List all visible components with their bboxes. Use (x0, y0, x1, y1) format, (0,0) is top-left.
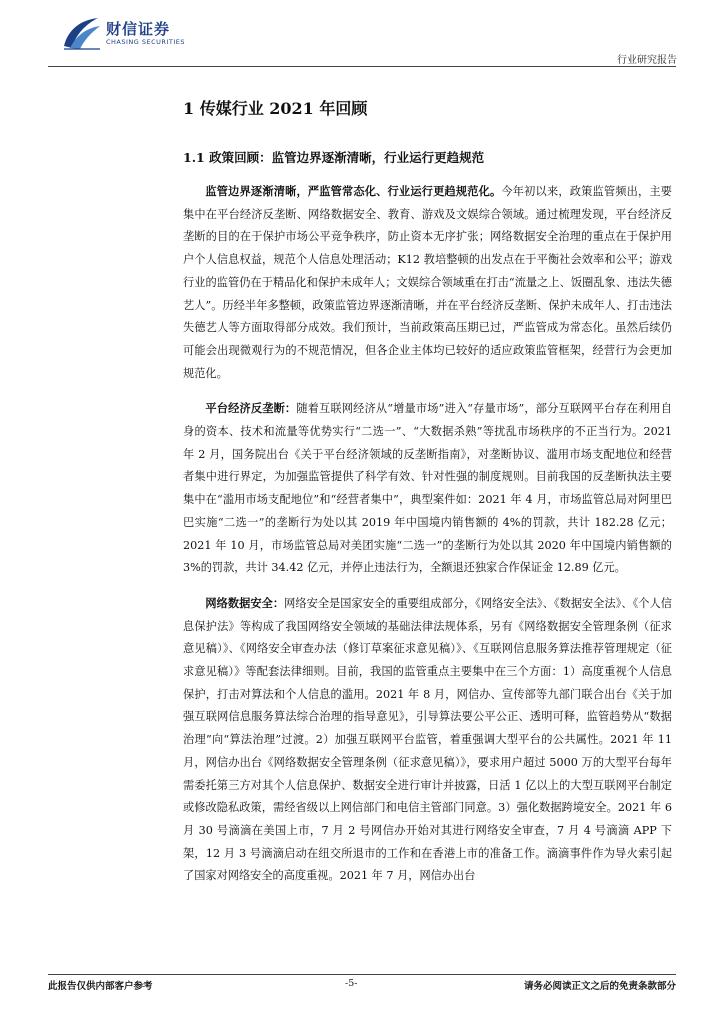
paragraph-text: 网络安全是国家安全的重要组成部分，《网络安全法》、《数据安全法》、《个人信息保护法》等构成了我国网络安全领域的基础法律法规体系，另有《网络数据安全管理条例（征求意见稿）》、《网络安全审查办法（修订草案征求意见稿）》、《互联网信息服务算法推荐管理规定（征求意见稿）》等配套法律细则。目前，我国的监管重点主要集中在三个方面：1）高度重视个人信息保护，打击对算法和个人信息的滥用。2021 年 8 月，网信办、宣传部等九部门联合出台《关于加强互联网信息服务算法综合治理的指导意见》，引导算法要公平公正、透明可释，监管趋势从“数据治理”向“算法治理”过渡。2）加强互联网平台监管，着重强调大型平台的公共属性。2021 年 11 月，网信办出台《网络数据安全管理条例（征求意见稿）》，要求用户超过 5000 万的大型平台每年需委托第三方对其个人信息保护、数据安全进行审计并披露，日活 1 亿以上的大型互联网平台制定或修改隐私政策，需经省级以上网信部门和电信主管部门同意。3）强化数据跨境安全。2021 年 6 月 30 号滴滴在美国上市，7 月 2 号网信办开始对其进行网络安全审查，7 月 4 号滴滴 APP 下架，12 月 3 号滴滴启动在纽交所退市的工作和在香港上市的准备工作。滴滴事件作为导火索引起了国家对网络安全的高度重视。2021 年 7 月，网信办出台 (183, 596, 672, 883)
page-number: -5- (345, 978, 358, 989)
header-divider (48, 66, 676, 67)
paragraph-antitrust (183, 397, 672, 580)
paragraph-text: 今年初以来，政策监管频出，主要集中在平台经济反垄断、网络数据安全、教育、游戏及文娱综合领域。通过梳理发现，平台经济反垄断的目的在于保护市场公平竞争秩序，防止资本无序扩张；网络数据安全治理的重点在于保护用户个人信息权益，规范个人信息处理活动；K12 教培整顿的出发点在于平衡社会效率和公平；游戏行业的监管仍在于精品化和保护未成年人；文娱综合领域重在打击“流量之上、饭圈乱象、违法失德艺人”。历经半年多整顿，政策监管边界逐渐清晰，并在平台经济反垄断、保护未成年人、打击违法失德艺人等方面取得部分成效。我们预计，当前政策高压期已过，严监管成为常态化。虽然后续仍可能会出现微观行为的不规范情况，但各企业主体均已较好的适应政策监管框架，经营行为会更加规范化。 (183, 185, 672, 380)
company-logo (62, 16, 202, 50)
logo-english-name: CHASING SECURITIES (106, 38, 185, 46)
footer-disclaimer-right: 请务必阅读正文之后的免责条款部分 (523, 981, 676, 992)
footer-disclaimer-left: 此报告仅供内部客户参考 (48, 981, 153, 992)
logo-chinese-name: 财信证券 (106, 20, 171, 38)
section-title: 1 传媒行业 2021 年回顾 (183, 99, 368, 118)
paragraph-data-security (183, 592, 672, 888)
paragraph-lead: 平台经济反垄断： (205, 401, 297, 416)
report-type-label: 行业研究报告 (617, 55, 677, 66)
logo-emblem-icon (62, 16, 102, 50)
paragraph-policy-overview (183, 180, 672, 385)
paragraph-lead: 监管边界逐渐清晰，严监管常态化、行业运行更趋规范化。 (205, 184, 502, 198)
footer-divider (48, 974, 676, 975)
paragraph-text: 随着互联网经济从“增量市场”进入“存量市场”，部分互联网平台存在利用自身的资本、技术和流量等优势实行“二选一”、“大数据杀熟”等扰乱市场秩序的不正当行为。2021 年 2 月，国务院出台《关于平台经济领域的反垄断指南》，对垄断协议、滥用市场支配地位和经营者集中进行界定，为加强监管提供了科学有效、针对性强的制度规则。目前我国的反垄断执法主要集中在“滥用市场支配地位”和“经营者集中”，典型案件如：2021 年 4 月，市场监管总局对阿里巴巴实施“二选一”的垄断行为处以其 2019 年中国境内销售额的 4%的罚款，共计 182.28 亿元；2021 年 10 月，市场监管总局对美团实施“二选一”的垄断行为处以其 2020 年中国境内销售额的 3%的罚款，共计 34.42 亿元，并停止违法行为，全额退还独家合作保证金 12.89 亿元。 (183, 402, 672, 575)
report-body (183, 180, 672, 900)
subsection-title: 1.1 政策回顾：监管边界逐渐清晰，行业运行更趋规范 (183, 150, 485, 165)
paragraph-lead: 网络数据安全： (205, 595, 285, 610)
